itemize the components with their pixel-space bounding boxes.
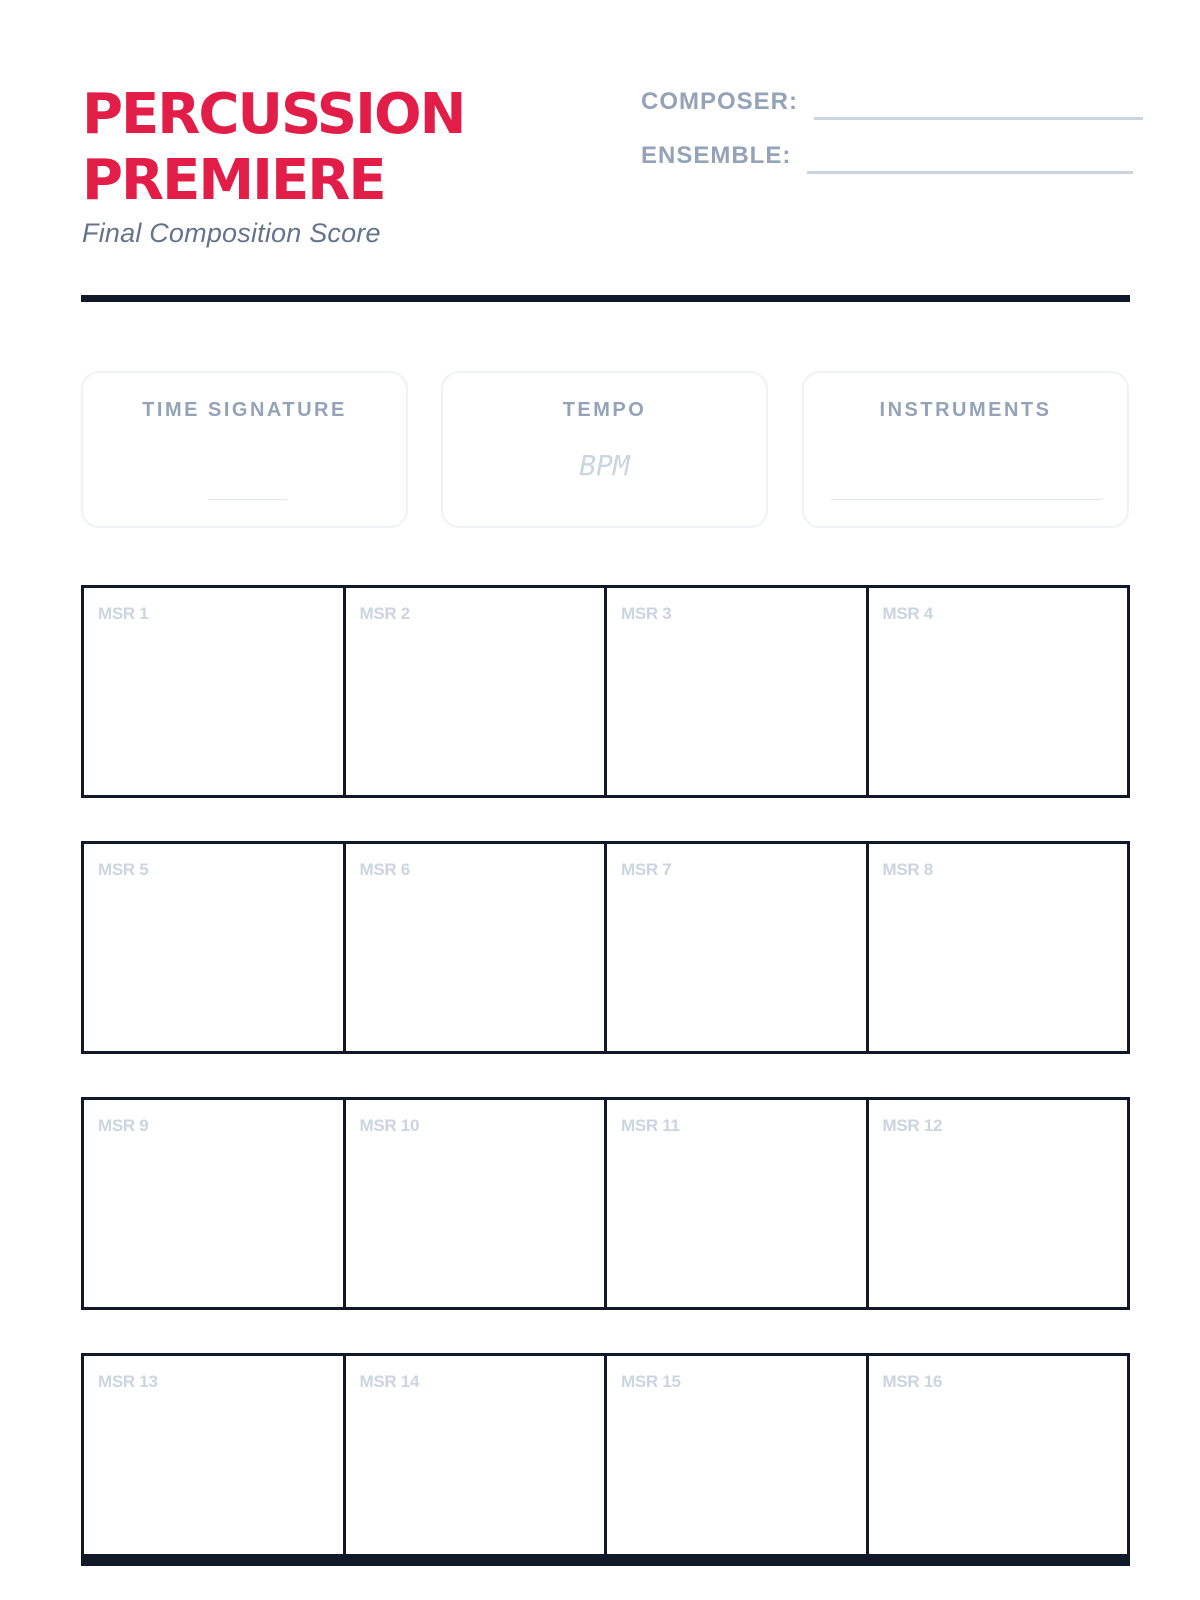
- measure-label: MSR 7: [621, 860, 672, 879]
- measure-label: MSR 10: [359, 1116, 420, 1135]
- tempo-label: TEMPO: [562, 399, 647, 421]
- ensemble-field[interactable]: [807, 171, 1133, 174]
- ensemble-row: [641, 142, 1133, 170]
- measure-cell[interactable]: [869, 1100, 1128, 1307]
- time-signature-label: TIME SIGNATURE: [142, 399, 347, 421]
- page-subtitle: Final Composition Score: [82, 218, 381, 248]
- measure-label: MSR 6: [359, 860, 410, 879]
- title-line-2: PREMIERE: [82, 148, 385, 213]
- measure-row: [81, 585, 1130, 798]
- measure-row: [81, 1097, 1130, 1310]
- measure-label: MSR 13: [98, 1372, 158, 1391]
- measure-cell[interactable]: [869, 844, 1128, 1051]
- measure-label: MSR 11: [621, 1116, 680, 1135]
- tempo-card: [441, 371, 768, 528]
- measure-cell[interactable]: [84, 844, 346, 1051]
- measure-label: MSR 14: [359, 1372, 420, 1391]
- measure-label: MSR 12: [882, 1116, 943, 1135]
- header-divider: [81, 295, 1130, 302]
- measure-grid: [81, 585, 1130, 1566]
- time-signature-card: [81, 371, 408, 528]
- measure-label: MSR 16: [882, 1372, 943, 1391]
- measure-cell[interactable]: [84, 588, 346, 795]
- measure-cell[interactable]: [346, 588, 608, 795]
- measure-label: MSR 2: [359, 604, 410, 623]
- measure-cell[interactable]: [607, 844, 869, 1051]
- measure-cell[interactable]: [346, 844, 608, 1051]
- composer-row: [641, 88, 1143, 116]
- instruments-card: [802, 371, 1129, 528]
- time-signature-field[interactable]: [208, 499, 287, 500]
- measure-cell[interactable]: [607, 1100, 869, 1307]
- measure-cell[interactable]: [869, 588, 1128, 795]
- measure-row: [81, 1353, 1130, 1566]
- measure-cell[interactable]: [84, 1100, 346, 1307]
- composer-field[interactable]: [814, 117, 1143, 120]
- measure-cell[interactable]: [346, 1356, 608, 1554]
- title-line-1: PERCUSSION: [82, 82, 465, 147]
- instruments-label: INSTRUMENTS: [879, 399, 1052, 421]
- measure-cell[interactable]: [607, 588, 869, 795]
- measure-label: MSR 15: [621, 1372, 681, 1391]
- measure-label: MSR 8: [882, 860, 933, 879]
- measure-row: [81, 841, 1130, 1054]
- measure-label: MSR 4: [882, 604, 933, 623]
- tempo-bpm-field[interactable]: BPM: [579, 449, 630, 482]
- measure-cell[interactable]: [346, 1100, 608, 1307]
- ensemble-label: ENSEMBLE:: [641, 142, 792, 169]
- composer-label: COMPOSER:: [641, 88, 799, 115]
- measure-label: MSR 9: [98, 1116, 149, 1135]
- page-title: [82, 82, 464, 214]
- instruments-field[interactable]: [831, 499, 1102, 500]
- measure-cell[interactable]: [869, 1356, 1128, 1554]
- measure-label: MSR 3: [621, 604, 672, 623]
- measure-label: MSR 5: [98, 860, 149, 879]
- measure-label: MSR 1: [98, 604, 149, 623]
- measure-cell[interactable]: [84, 1356, 346, 1554]
- measure-cell[interactable]: [607, 1356, 869, 1554]
